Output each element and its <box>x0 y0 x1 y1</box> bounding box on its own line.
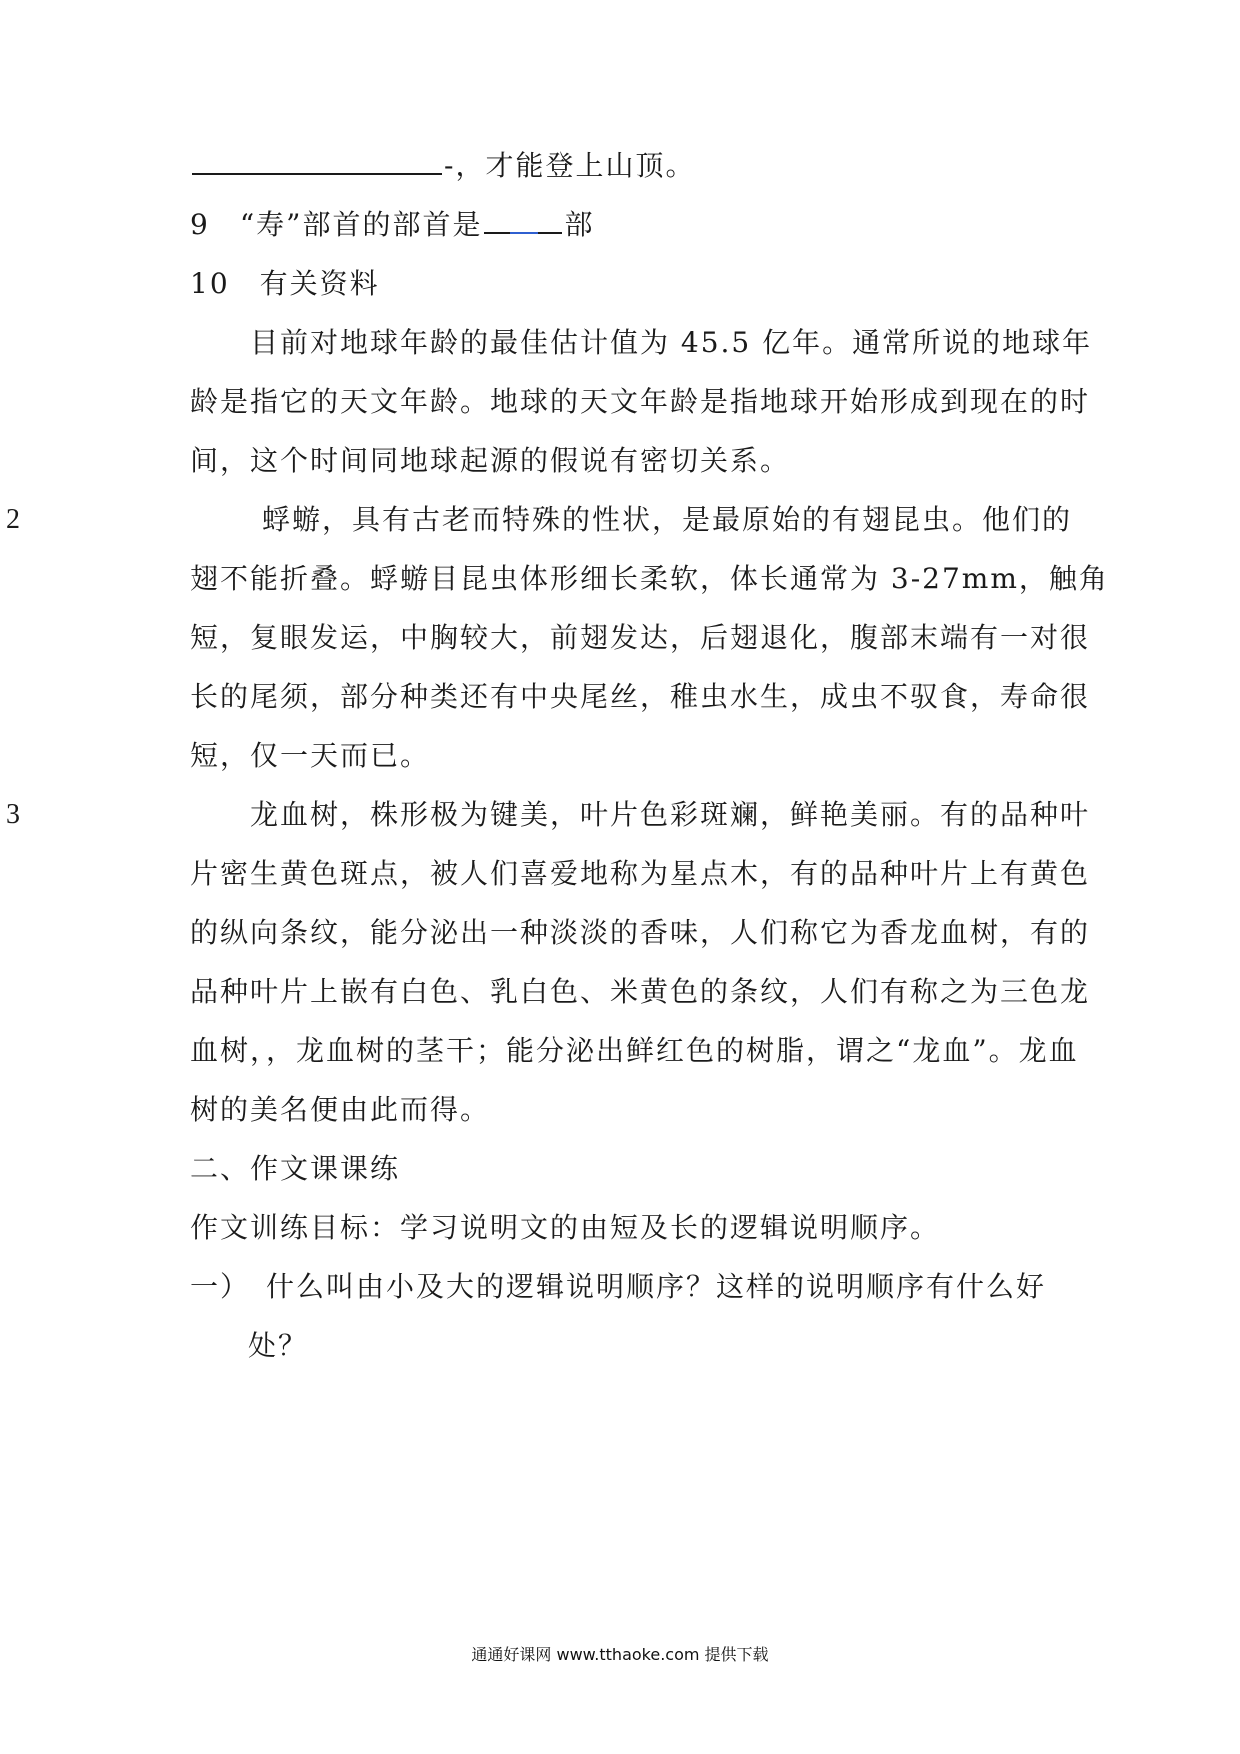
line-fill-blank-summit <box>190 146 695 186</box>
paragraph-dragon-tree-line: 品种叶片上嵌有白色、乳白色、米黄色的条纹，人们有称之为三色龙 <box>190 975 1091 1008</box>
paragraph-mayfly-line: 短，复眼发运，中胸较大，前翅发达，后翅退化，腹部末端有一对很 <box>190 621 1091 654</box>
question-10-heading: 10 有关资料 <box>190 267 380 300</box>
section-heading: 二、作文课课练 <box>190 1152 401 1185</box>
answer-blank <box>192 147 442 175</box>
question-9 <box>190 205 594 245</box>
margin-number: 3 <box>6 799 20 830</box>
footer-watermark: 通通好课网 www.tthaoke.com 提供下载 <box>471 1645 769 1664</box>
paragraph-mayfly-line: 长的尾须，部分种类还有中央尾丝，稚虫水生，成虫不驭食，寿命很 <box>190 680 1091 713</box>
paragraph-earth-line: 目前对地球年龄的最佳估计值为 45.5 亿年。通常所说的地球年 <box>250 326 1093 359</box>
margin-number: 2 <box>6 504 20 535</box>
paragraph-dragon-tree-line: 龙血树，株形极为键美，叶片色彩斑斓，鲜艳美丽。有的品种叶 <box>250 798 1091 831</box>
paragraph-dragon-tree-line: 树的美名便由此而得。 <box>190 1093 491 1126</box>
answer-blank <box>484 206 562 234</box>
question-1: 一） 什么叫由小及大的逻辑说明顺序？这样的说明顺序有什么好 <box>190 1270 1047 1303</box>
question-1-continued: 处？ <box>248 1329 309 1362</box>
paragraph-earth-line: 间，这个时间同地球起源的假说有密切关系。 <box>190 444 791 477</box>
line-text: -，才能登上山顶。 <box>444 149 696 182</box>
paragraph-dragon-tree-line: 片密生黄色斑点，被人们喜爱地称为星点木，有的品种叶片上有黄色 <box>190 857 1091 890</box>
paragraph-dragon-tree-line: 的纵向条纹，能分泌出一种淡淡的香味，人们称它为香龙血树，有的 <box>190 916 1091 949</box>
question-text: 9 “寿”部首的部首是 <box>190 208 483 241</box>
paragraph-earth-line: 龄是指它的天文年龄。地球的天文年龄是指地球开始形成到现在的时 <box>190 385 1091 418</box>
training-goal: 作文训练目标：学习说明文的由短及长的逻辑说明顺序。 <box>190 1211 941 1244</box>
paragraph-mayfly-line: 翅不能折叠。蜉蝣目昆虫体形细长柔软，体长通常为 3-27mm，触角 <box>190 562 1109 595</box>
paragraph-dragon-tree-line: 血树，，龙血树的茎干；能分泌出鲜红色的树脂，谓之“龙血”。龙血 <box>190 1034 1079 1067</box>
paragraph-mayfly-line: 蜉蝣，具有古老而特殊的性状，是最原始的有翅昆虫。他们的 <box>262 503 1073 536</box>
paragraph-mayfly-line: 短，仅一天而已。 <box>190 739 431 772</box>
question-suffix: 部 <box>564 208 595 241</box>
